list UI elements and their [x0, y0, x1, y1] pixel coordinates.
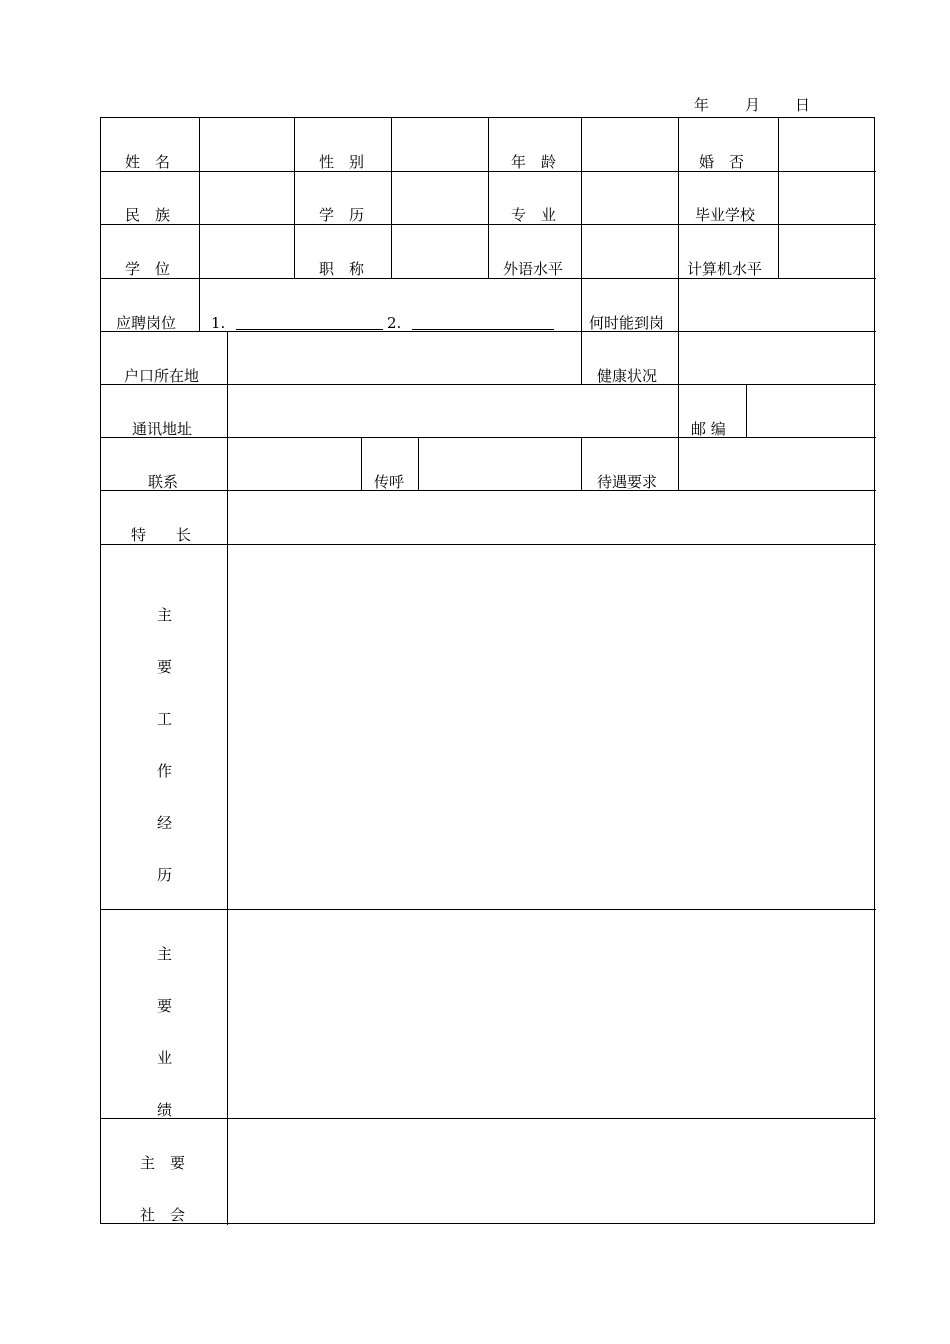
gender-label: 性 别 — [319, 153, 365, 171]
health-label: 健康状况 — [597, 367, 658, 385]
col-divider — [294, 118, 295, 278]
skills-label: 特 长 — [131, 526, 192, 544]
age-field[interactable] — [582, 119, 677, 170]
achievement-label-char: 业 — [157, 1049, 173, 1067]
start-date-field[interactable] — [679, 279, 874, 330]
col-divider — [361, 437, 362, 490]
start-date-label: 何时能到岗 — [589, 314, 665, 332]
date-year-label: 年 — [694, 96, 710, 114]
hukou-field[interactable] — [228, 332, 580, 383]
marital-field[interactable] — [779, 119, 874, 170]
position-2-field[interactable] — [412, 329, 554, 330]
col-divider — [678, 384, 679, 437]
col-divider — [678, 118, 679, 278]
work-label-char: 主 — [157, 606, 173, 624]
col-divider — [488, 118, 489, 278]
position-label: 应聘岗位 — [116, 314, 177, 332]
achievement-label-char: 绩 — [157, 1101, 173, 1119]
salary-label: 待遇要求 — [597, 473, 658, 491]
age-label: 年 龄 — [511, 153, 557, 171]
social-label-line: 社 会 — [140, 1206, 186, 1224]
pager-label: 传呼 — [374, 473, 405, 491]
col-divider — [581, 331, 582, 384]
address-label: 通讯地址 — [132, 420, 193, 438]
achievement-label-char: 主 — [157, 945, 173, 963]
social-label-line: 主 要 — [140, 1154, 186, 1172]
achievement-label-char: 要 — [157, 997, 173, 1015]
language-field[interactable] — [582, 225, 677, 277]
position-1-label: 1. — [211, 314, 226, 332]
date-day-label: 日 — [795, 96, 811, 114]
major-field[interactable] — [582, 172, 677, 223]
work-experience-field[interactable] — [228, 545, 874, 908]
computer-field[interactable] — [779, 225, 874, 277]
address-field[interactable] — [228, 385, 677, 436]
gender-field[interactable] — [392, 119, 487, 170]
work-label-char: 工 — [157, 710, 173, 728]
work-label-char: 要 — [157, 658, 173, 676]
hukou-label: 户口所在地 — [124, 367, 200, 385]
position-2-label: 2. — [387, 314, 402, 332]
col-divider — [581, 437, 582, 490]
education-label: 学 历 — [319, 206, 365, 224]
postcode-field[interactable] — [747, 385, 874, 436]
col-divider — [581, 278, 582, 331]
health-field[interactable] — [679, 332, 874, 383]
phone-label: 联系 — [148, 473, 179, 491]
language-label: 外语水平 — [503, 260, 564, 278]
date-month-label: 月 — [745, 96, 761, 114]
degree-label: 学 位 — [125, 260, 171, 278]
work-label-char: 历 — [157, 866, 173, 884]
title-field[interactable] — [392, 225, 487, 277]
application-form — [100, 117, 875, 1224]
name-label: 姓 名 — [125, 153, 171, 171]
pager-field[interactable] — [419, 438, 580, 489]
work-label-char: 作 — [157, 762, 173, 780]
school-field[interactable] — [779, 172, 874, 223]
degree-field[interactable] — [200, 225, 293, 277]
marital-label: 婚 否 — [699, 153, 745, 171]
computer-label: 计算机水平 — [687, 260, 763, 278]
postcode-label: 邮 编 — [691, 420, 726, 438]
education-field[interactable] — [392, 172, 487, 223]
achievements-field[interactable] — [228, 910, 874, 1117]
school-label: 毕业学校 — [695, 206, 756, 224]
ethnicity-field[interactable] — [200, 172, 293, 223]
major-label: 专 业 — [511, 206, 557, 224]
ethnicity-label: 民 族 — [125, 206, 171, 224]
position-1-field[interactable] — [236, 329, 383, 330]
col-divider — [199, 278, 200, 331]
phone-field[interactable] — [228, 438, 360, 489]
salary-field[interactable] — [679, 438, 874, 489]
social-relations-field[interactable] — [228, 1119, 874, 1223]
work-label-char: 经 — [157, 814, 173, 832]
name-field[interactable] — [200, 119, 293, 170]
title-label: 职 称 — [319, 260, 365, 278]
skills-field[interactable] — [228, 491, 874, 543]
